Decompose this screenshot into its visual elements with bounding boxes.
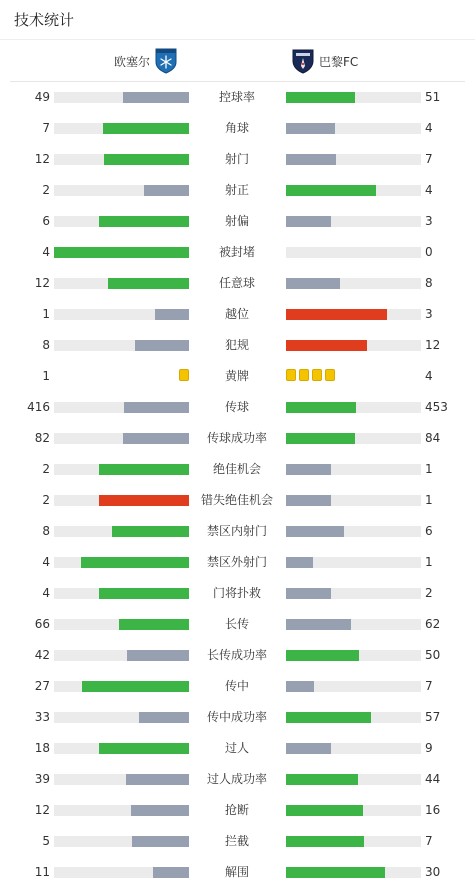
stat-row	[0, 703, 475, 734]
stat-row	[0, 176, 475, 207]
away-stat-value: 4	[425, 183, 433, 197]
yellow-card-icon	[286, 369, 296, 381]
home-stat-bar	[54, 619, 189, 630]
stat-label: 错失绝佳机会	[200, 493, 273, 507]
home-stat-value: 39	[34, 772, 50, 786]
away-stat-value: 8	[425, 276, 433, 290]
paris-fc-crest-icon	[292, 48, 314, 74]
home-stat-bar	[54, 681, 189, 692]
home-team-name: 欧塞尔	[113, 54, 150, 69]
stat-label: 长传	[224, 617, 249, 631]
home-stat-value: 49	[34, 90, 50, 104]
away-stat-value: 16	[425, 803, 441, 817]
stat-label: 传中成功率	[206, 710, 267, 724]
home-stat-bar	[54, 588, 189, 599]
stat-label: 射偏	[224, 214, 249, 228]
stat-label: 过人	[224, 741, 249, 755]
stat-label: 角球	[224, 121, 249, 135]
away-stat-bar-fill	[286, 526, 344, 537]
away-stat-value: 30	[425, 865, 441, 879]
home-stat-bar	[54, 309, 189, 320]
home-stat-bar-fill	[126, 774, 189, 785]
auxerre-crest-icon	[155, 48, 177, 74]
stat-label: 解围	[224, 865, 249, 879]
home-stat-bar-fill	[127, 650, 189, 661]
stat-row	[0, 300, 475, 331]
away-stat-bar-fill	[286, 154, 336, 165]
stat-row	[0, 827, 475, 858]
away-stat-bar	[286, 526, 421, 537]
stat-row	[0, 238, 475, 269]
stat-label: 黄牌	[224, 369, 249, 383]
home-stat-bar-fill	[99, 743, 189, 754]
stat-label: 犯规	[224, 338, 249, 352]
home-stat-bar-fill	[123, 433, 189, 444]
home-stat-bar-fill	[103, 123, 189, 134]
away-stat-value: 44	[425, 772, 441, 786]
home-stat-value: 4	[42, 555, 50, 569]
away-stat-value: 84	[425, 431, 441, 445]
home-stat-bar	[54, 402, 189, 413]
home-stat-bar-fill	[82, 681, 189, 692]
stat-row	[0, 269, 475, 300]
away-stat-bar-fill	[286, 278, 340, 289]
away-stat-value: 453	[425, 400, 448, 414]
home-stat-bar-fill	[99, 216, 189, 227]
away-stat-bar-fill	[286, 464, 331, 475]
stat-row	[0, 455, 475, 486]
home-stat-bar	[54, 495, 189, 506]
home-stat-bar-fill	[123, 92, 189, 103]
stat-row	[0, 362, 475, 393]
home-stat-bar-fill	[104, 154, 189, 165]
stat-row	[0, 145, 475, 176]
stat-label: 抢断	[224, 803, 249, 817]
home-stat-bar	[54, 340, 189, 351]
home-stat-bar	[54, 743, 189, 754]
away-stat-bar-fill	[286, 588, 331, 599]
home-stat-bar	[54, 433, 189, 444]
home-stat-bar	[54, 650, 189, 661]
home-stat-value: 1	[42, 307, 50, 321]
away-stat-bar	[286, 619, 421, 630]
home-stat-bar	[54, 464, 189, 475]
home-team[interactable]	[114, 48, 177, 74]
home-stat-value: 2	[42, 493, 50, 507]
away-stat-value: 1	[425, 493, 433, 507]
home-stat-bar-fill	[112, 526, 189, 537]
stat-row	[0, 331, 475, 362]
away-stat-value: 7	[425, 152, 433, 166]
away-stat-bar-fill	[286, 123, 335, 134]
away-stat-value: 57	[425, 710, 441, 724]
stat-label: 越位	[224, 307, 249, 321]
stat-label: 射门	[224, 152, 249, 166]
stat-label: 门将扑救	[212, 586, 261, 600]
home-stat-value: 4	[42, 586, 50, 600]
stat-row	[0, 424, 475, 455]
away-stat-bar-fill	[286, 557, 313, 568]
home-stat-value: 12	[34, 276, 50, 290]
home-stat-bar-fill	[99, 588, 189, 599]
away-stat-bar	[286, 681, 421, 692]
home-stat-bar-fill	[108, 278, 189, 289]
yellow-card-icon	[325, 369, 335, 381]
away-stat-bar-fill	[286, 681, 314, 692]
stat-row	[0, 83, 475, 114]
away-stat-bar-fill	[286, 805, 363, 816]
home-stat-value: 5	[42, 834, 50, 848]
home-stat-value: 12	[34, 803, 50, 817]
home-stat-bar	[54, 774, 189, 785]
away-stat-value: 4	[425, 369, 433, 383]
home-stat-bar	[54, 216, 189, 227]
home-stat-bar	[54, 278, 189, 289]
home-stat-bar-fill	[144, 185, 189, 196]
away-stat-bar	[286, 185, 421, 196]
stat-row	[0, 796, 475, 827]
away-stat-bar	[286, 495, 421, 506]
home-stat-bar	[54, 712, 189, 723]
stat-label: 禁区外射门	[206, 555, 267, 569]
away-stat-bar-fill	[286, 402, 356, 413]
stat-row	[0, 579, 475, 610]
away-stat-bar	[286, 433, 421, 444]
stat-row	[0, 765, 475, 796]
away-stat-value: 9	[425, 741, 433, 755]
stat-label: 传中	[224, 679, 249, 693]
stat-row	[0, 672, 475, 703]
home-stat-value: 4	[42, 245, 50, 259]
stat-row	[0, 517, 475, 548]
away-stat-bar	[286, 588, 421, 599]
away-stat-value: 12	[425, 338, 441, 352]
home-stat-bar	[54, 185, 189, 196]
yellow-card-icon	[179, 369, 189, 381]
home-stat-bar-fill	[139, 712, 189, 723]
away-stat-bar-fill	[286, 433, 355, 444]
home-stat-bar	[54, 123, 189, 134]
stat-row	[0, 393, 475, 424]
home-stat-value: 2	[42, 462, 50, 476]
away-stat-bar-fill	[286, 743, 331, 754]
away-stat-bar-fill	[286, 836, 364, 847]
away-stat-bar	[286, 247, 421, 258]
home-stat-bar-fill	[132, 836, 189, 847]
away-stat-bar	[286, 402, 421, 413]
section-title: 技术统计	[14, 11, 75, 29]
home-stat-value: 11	[34, 865, 50, 879]
away-stat-bar	[286, 464, 421, 475]
home-stat-bar-fill	[99, 495, 189, 506]
home-stat-value: 12	[34, 152, 50, 166]
away-stat-value: 1	[425, 555, 433, 569]
stat-row	[0, 114, 475, 145]
away-stat-bar	[286, 774, 421, 785]
away-team[interactable]	[292, 48, 358, 74]
away-stat-bar	[286, 92, 421, 103]
home-yellow-cards	[179, 369, 189, 382]
stat-row	[0, 858, 475, 889]
away-stat-bar-fill	[286, 495, 331, 506]
home-stat-bar	[54, 805, 189, 816]
home-stat-bar	[54, 836, 189, 847]
home-stat-bar-fill	[119, 619, 189, 630]
away-stat-bar	[286, 278, 421, 289]
yellow-card-icon	[312, 369, 322, 381]
away-stat-bar-fill	[286, 216, 331, 227]
stat-label: 传球	[224, 400, 249, 414]
away-yellow-cards	[286, 369, 335, 382]
stat-row	[0, 734, 475, 765]
away-stat-bar	[286, 123, 421, 134]
away-stat-bar	[286, 712, 421, 723]
away-stat-value: 0	[425, 245, 433, 259]
stat-row	[0, 207, 475, 238]
away-stat-bar-fill	[286, 309, 387, 320]
away-stat-value: 7	[425, 834, 433, 848]
away-stat-value: 3	[425, 307, 433, 321]
away-stat-bar	[286, 216, 421, 227]
home-stat-bar-fill	[135, 340, 189, 351]
teams-row	[10, 40, 465, 82]
away-stat-bar	[286, 743, 421, 754]
home-stat-value: 18	[34, 741, 50, 755]
stat-label: 绝佳机会	[212, 462, 261, 476]
stat-row	[0, 486, 475, 517]
stat-label: 任意球	[218, 276, 255, 290]
away-stat-bar-fill	[286, 650, 359, 661]
away-stat-value: 1	[425, 462, 433, 476]
home-stat-value: 27	[34, 679, 50, 693]
away-stat-bar	[286, 805, 421, 816]
home-stat-value: 1	[42, 369, 50, 383]
away-stat-bar-fill	[286, 867, 385, 878]
home-stat-bar-fill	[153, 867, 189, 878]
away-stat-value: 2	[425, 586, 433, 600]
stat-row	[0, 641, 475, 672]
home-stat-bar	[54, 154, 189, 165]
home-stat-bar	[54, 526, 189, 537]
away-stat-value: 62	[425, 617, 441, 631]
away-stat-bar-fill	[286, 774, 358, 785]
stats-list	[0, 83, 475, 889]
away-stat-bar-fill	[286, 185, 376, 196]
home-stat-value: 7	[42, 121, 50, 135]
away-stat-value: 6	[425, 524, 433, 538]
home-stat-bar-fill	[131, 805, 189, 816]
away-stat-bar	[286, 340, 421, 351]
away-stat-bar-fill	[286, 619, 351, 630]
stat-label: 被封堵	[218, 245, 255, 259]
home-stat-value: 42	[34, 648, 50, 662]
away-stat-value: 50	[425, 648, 441, 662]
away-stat-value: 7	[425, 679, 433, 693]
home-stat-bar-fill	[155, 309, 189, 320]
yellow-card-icon	[299, 369, 309, 381]
away-stat-value: 4	[425, 121, 433, 135]
home-stat-value: 82	[34, 431, 50, 445]
away-stat-bar	[286, 309, 421, 320]
home-stat-value: 6	[42, 214, 50, 228]
section-header	[0, 0, 475, 40]
away-stat-bar	[286, 836, 421, 847]
away-stat-value: 51	[425, 90, 441, 104]
stat-label: 禁区内射门	[206, 524, 267, 538]
away-stat-bar	[286, 557, 421, 568]
stat-label: 射正	[224, 183, 249, 197]
home-stat-value: 416	[27, 400, 50, 414]
home-stat-bar-fill	[99, 464, 189, 475]
stat-row	[0, 548, 475, 579]
away-stat-bar	[286, 650, 421, 661]
home-stat-bar	[54, 867, 189, 878]
home-stat-value: 66	[34, 617, 50, 631]
away-stat-bar-fill	[286, 712, 371, 723]
stat-row	[0, 610, 475, 641]
home-stat-bar	[54, 247, 189, 258]
home-stat-value: 8	[42, 338, 50, 352]
stat-label: 过人成功率	[206, 772, 267, 786]
away-stat-bar-fill	[286, 92, 355, 103]
home-stat-bar-fill	[54, 247, 189, 258]
stat-label: 控球率	[218, 90, 255, 104]
away-stat-value: 3	[425, 214, 433, 228]
away-stat-bar	[286, 154, 421, 165]
stat-label: 拦截	[224, 834, 249, 848]
home-stat-value: 8	[42, 524, 50, 538]
home-stat-bar	[54, 92, 189, 103]
away-stat-bar	[286, 867, 421, 878]
away-stat-bar-fill	[286, 340, 367, 351]
home-stat-bar	[54, 557, 189, 568]
home-stat-bar-fill	[81, 557, 189, 568]
home-stat-value: 33	[34, 710, 50, 724]
away-team-name: 巴黎FC	[319, 54, 359, 69]
stat-label: 传球成功率	[206, 431, 267, 445]
stat-label: 长传成功率	[206, 648, 267, 662]
home-stat-value: 2	[42, 183, 50, 197]
home-stat-bar-fill	[124, 402, 189, 413]
